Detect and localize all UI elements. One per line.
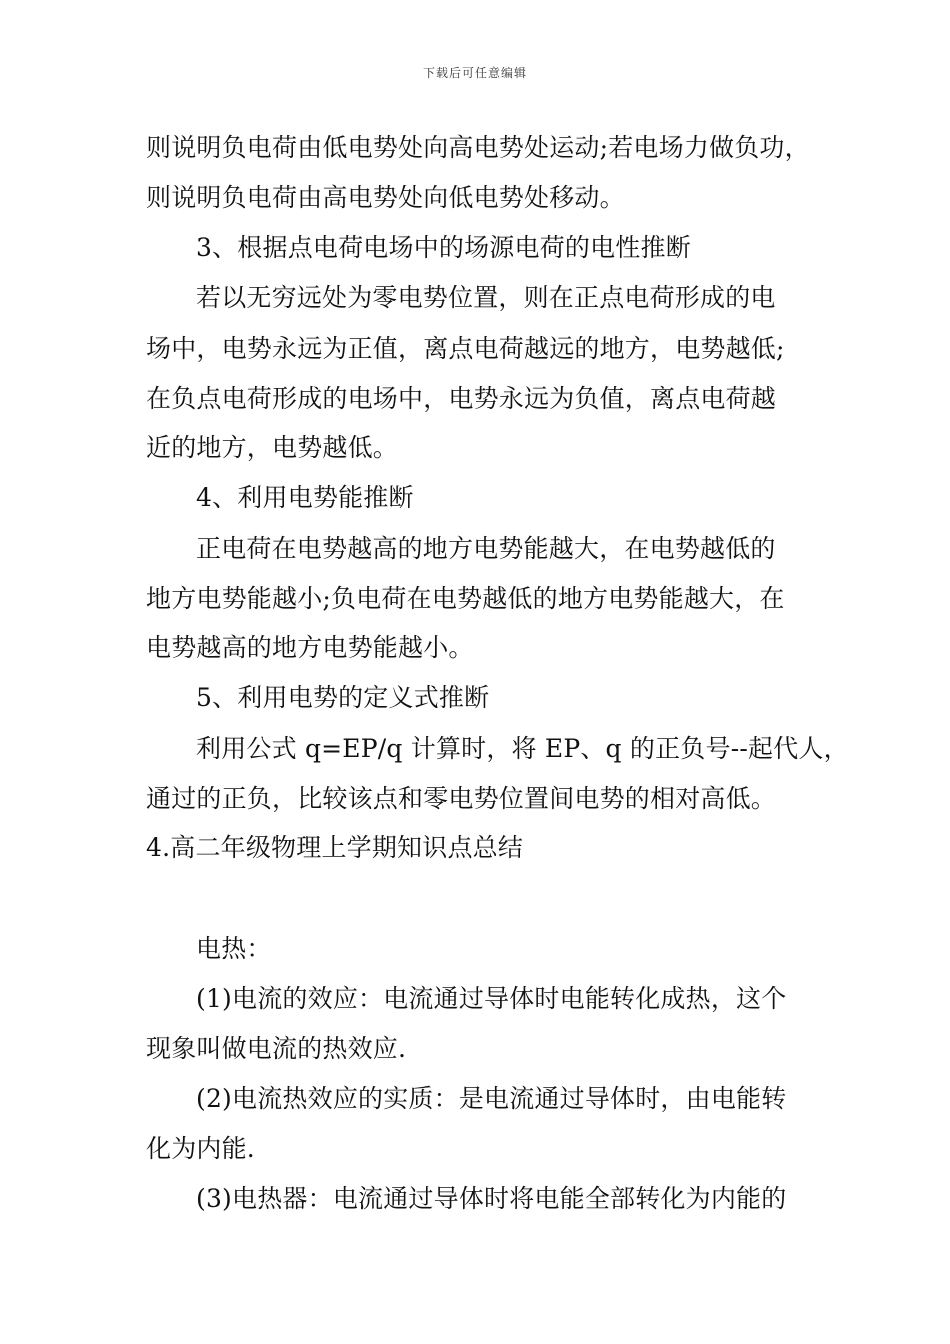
body-line: 则说明负电荷由低电势处向高电势处运动;若电场力做负功， — [146, 133, 810, 162]
body-line: 电势越高的地方电势能越小。 — [146, 633, 474, 662]
section-heading: 电热： — [196, 934, 272, 963]
body-line: 化为内能. — [146, 1134, 255, 1163]
section-heading: 4、利用电势能推断 — [196, 483, 414, 512]
article-title: 4.高二年级物理上学期知识点总结 — [146, 833, 524, 862]
section-heading: 5、利用电势的定义式推断 — [196, 683, 490, 712]
body-line: 若以无穷远处为零电势位置，则在正点电荷形成的电 — [196, 283, 776, 312]
body-line: 利用公式 q=EP/q 计算时，将 EP、q 的正负号--起代人， — [196, 734, 849, 763]
body-line: 现象叫做电流的热效应. — [146, 1034, 407, 1063]
body-line: 场中，电势永远为正值，离点电荷越远的地方，电势越低; — [146, 334, 785, 363]
page-header: 下载后可任意编辑 — [422, 66, 527, 80]
body-line: 则说明负电荷由高电势处向低电势处移动。 — [146, 183, 625, 212]
body-line: 正电荷在电势越高的地方电势能越大，在电势越低的 — [196, 534, 776, 563]
body-line: (3)电热器：电流通过导体时将电能全部转化为内能的 — [196, 1184, 787, 1213]
body-line: 地方电势能越小;负电荷在电势越低的地方电势能越大，在 — [146, 584, 785, 613]
body-line: (1)电流的效应：电流通过导体时电能转化成热，这个 — [196, 984, 787, 1013]
section-heading: 3、根据点电荷电场中的场源电荷的电性推断 — [196, 233, 691, 262]
body-line: 通过的正负，比较该点和零电势位置间电势的相对高低。 — [146, 784, 777, 813]
body-line: 近的地方，电势越低。 — [146, 433, 399, 462]
body-line: (2)电流热效应的实质：是电流通过导体时，由电能转 — [196, 1084, 787, 1113]
body-line: 在负点电荷形成的电场中，电势永远为负值，离点电荷越 — [146, 384, 777, 413]
